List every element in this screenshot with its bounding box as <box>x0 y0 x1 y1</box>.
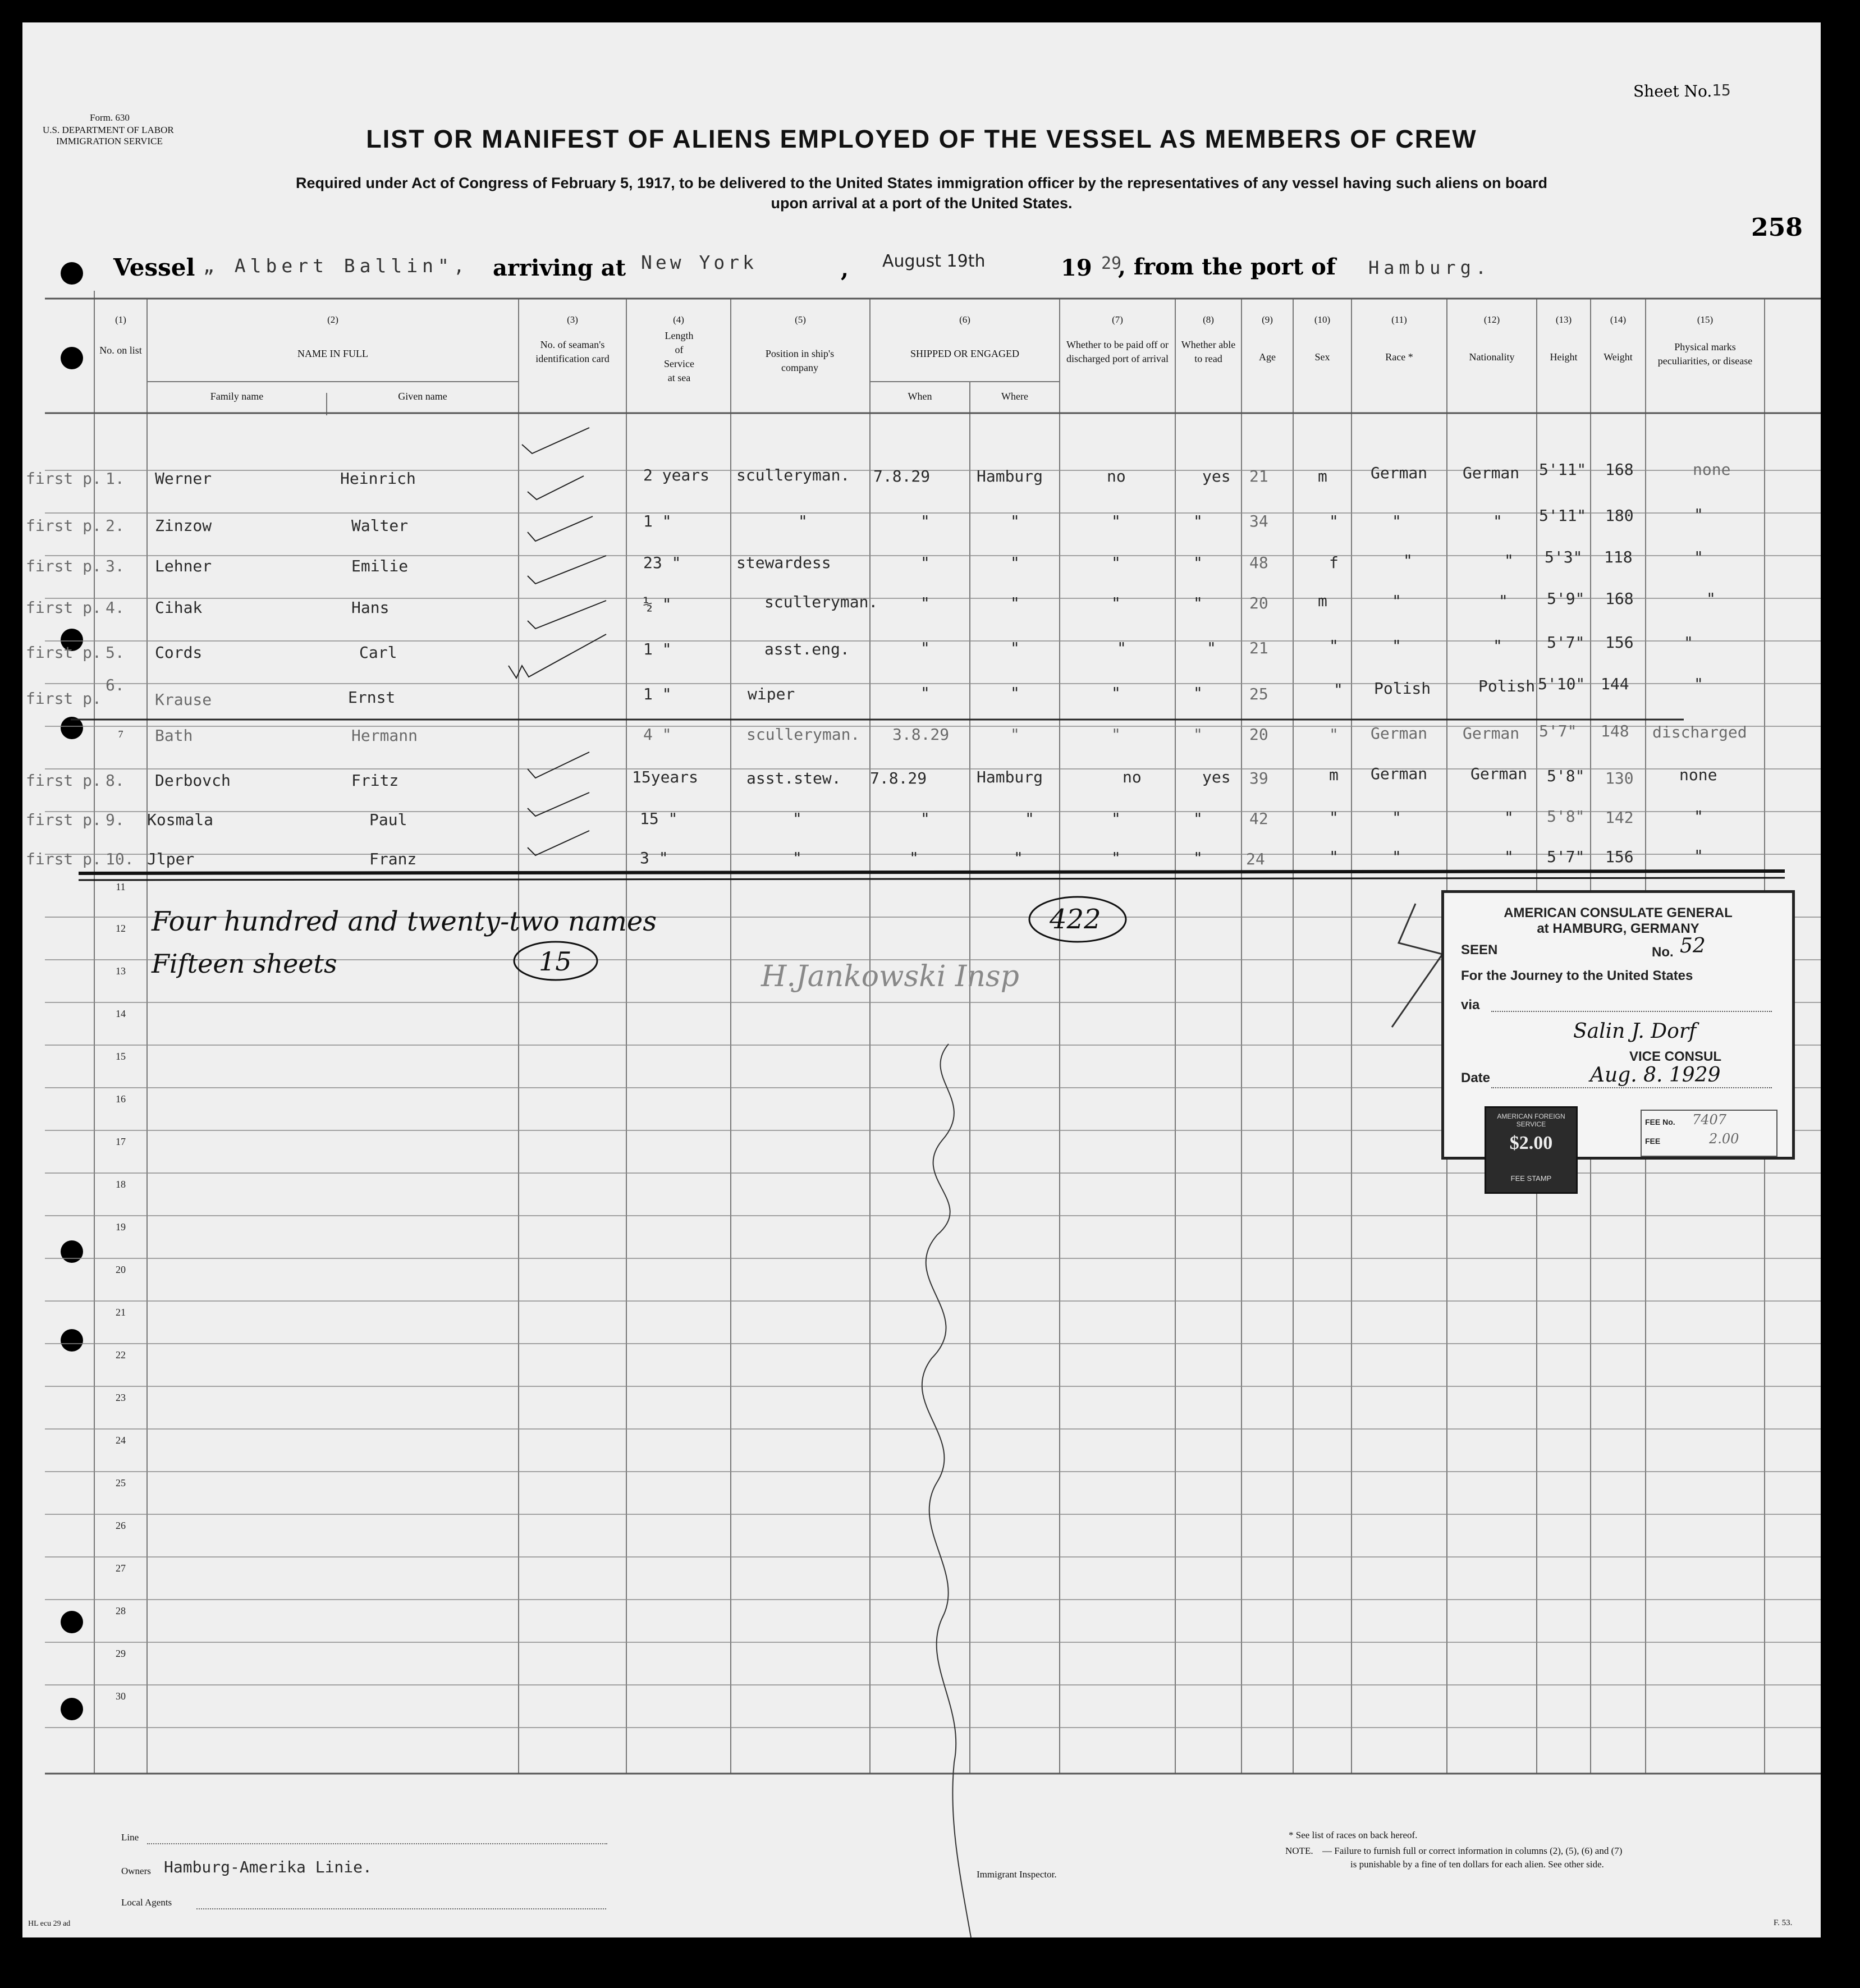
footer-line-label: Line <box>121 1832 139 1843</box>
arrival-date: August 19th <box>882 251 986 271</box>
height: 5'8" <box>1547 767 1585 785</box>
age: 25 <box>1249 685 1268 703</box>
shipped-where: Hamburg <box>977 768 1043 786</box>
position: sculleryman. <box>736 466 850 484</box>
height: 5'7" <box>1547 848 1585 866</box>
year-prefix: 19 <box>1061 255 1092 281</box>
sex: " <box>1334 680 1343 699</box>
paid-off: " <box>1111 684 1121 702</box>
stamp-consul-signature: Salin J. Dorf <box>1573 1020 1697 1043</box>
age: 48 <box>1249 553 1268 572</box>
physical-marks: " <box>1694 505 1703 524</box>
nationality: " <box>1493 512 1502 530</box>
inspector-signature: H.Jankowski Insp <box>761 960 1019 993</box>
given-name: Hans <box>351 598 390 617</box>
handwritten-total-names: Four hundred and twenty-two names <box>152 906 657 937</box>
family-name: Zinzow <box>155 516 212 535</box>
row-number: 20 <box>116 1264 126 1275</box>
footer-agents-label: Local Agents <box>121 1897 172 1908</box>
weight: 148 <box>1601 722 1629 740</box>
shipped-where: " <box>1010 512 1020 530</box>
handwritten-total-sheets-circled: 15 <box>539 946 572 977</box>
col6-when-header: When <box>908 391 932 402</box>
stamp-consulate-line1: AMERICAN CONSULATE GENERAL <box>1504 905 1733 920</box>
weight: 180 <box>1605 506 1634 525</box>
col11-number: (11) <box>1391 314 1407 325</box>
physical-marks: " <box>1694 846 1703 865</box>
note-text1: — Failure to furnish full or correct information in columns (2), (5), (6) and (7) <box>1322 1845 1623 1856</box>
col6-header: SHIPPED OR ENGAGED <box>910 348 1019 359</box>
col1-header: No. on list <box>99 345 142 356</box>
footer-owners-value: Hamburg-Amerika Linie. <box>164 1858 372 1876</box>
col1-number: (1) <box>115 314 126 325</box>
family-name: Bath <box>155 726 193 745</box>
length-of-service: 1 " <box>643 640 672 658</box>
row-prefix: first p. <box>26 557 102 575</box>
able-to-read: " <box>1193 809 1203 828</box>
sex: m <box>1329 766 1339 784</box>
given-name: Carl <box>359 643 397 662</box>
nationality: " <box>1504 551 1514 570</box>
physical-marks: " <box>1694 548 1703 566</box>
row-number: 17 <box>116 1136 126 1147</box>
weight: 144 <box>1601 675 1629 693</box>
paid-off: no <box>1107 467 1126 485</box>
family-name: Cords <box>155 643 203 662</box>
row-number: 15 <box>116 1051 126 1062</box>
col8-number: (8) <box>1203 314 1214 325</box>
able-to-read: " <box>1207 639 1216 657</box>
row-number: 25 <box>116 1477 126 1488</box>
col9-header: Age <box>1259 351 1276 363</box>
sex: " <box>1329 725 1339 744</box>
stamp-no-value: 52 <box>1680 935 1706 958</box>
fee-label: FEE <box>1645 1137 1661 1146</box>
comma: , <box>841 256 849 282</box>
sex: m <box>1318 467 1327 485</box>
col13-header: Height <box>1550 351 1578 363</box>
physical-marks: " <box>1694 807 1703 826</box>
shipped-where: " <box>1010 594 1020 612</box>
row-number: 24 <box>116 1435 126 1446</box>
given-name: Hermann <box>351 726 418 745</box>
length-of-service: 15years <box>632 768 699 786</box>
row-prefix: first p. <box>26 689 102 708</box>
col6-where-header: Where <box>1001 391 1028 402</box>
paid-off: " <box>1111 725 1121 744</box>
age: 20 <box>1249 725 1268 744</box>
position: sculleryman. <box>746 725 860 744</box>
fee-stamp-top: AMERICAN FOREIGN SERVICE <box>1497 1112 1565 1128</box>
row-number: 30 <box>116 1691 126 1702</box>
paid-off: no <box>1123 768 1142 786</box>
position: stewardess <box>736 553 831 572</box>
length-of-service: 15 " <box>640 809 678 828</box>
row-number: 21 <box>116 1307 126 1318</box>
col15-header: Physical marks peculiarities, or disease <box>1657 341 1753 367</box>
col5-number: (5) <box>795 314 806 325</box>
sheet-number-value: 15 <box>1712 81 1731 99</box>
row-number: 11 <box>116 881 126 892</box>
physical-marks: " <box>1706 589 1716 608</box>
race: German <box>1371 464 1428 482</box>
col14-number: (14) <box>1610 314 1627 325</box>
physical-marks: discharged <box>1652 723 1747 741</box>
department-line1: U.S. DEPARTMENT OF LABOR <box>43 125 174 135</box>
length-of-service: ½ " <box>643 595 672 613</box>
fee-no-label: FEE No. <box>1645 1117 1675 1126</box>
sex: " <box>1329 636 1339 655</box>
row-number: 3. <box>106 557 125 575</box>
family-name: Jlper <box>147 850 195 868</box>
row-prefix: first p. <box>26 643 102 662</box>
row-number: 2. <box>106 516 125 535</box>
fee-stamp-amount: $2.00 <box>1509 1133 1553 1153</box>
row-number: 23 <box>116 1392 126 1403</box>
family-name: Lehner <box>155 557 212 575</box>
from-port: Hamburg. <box>1368 257 1491 278</box>
shipped-when: 7.8.29 <box>870 769 927 787</box>
row-number: 9. <box>106 810 125 829</box>
stamp-no-label: No. <box>1652 945 1674 960</box>
sex: " <box>1329 808 1339 827</box>
document-subtitle-line2: upon arrival at a port of the United States. <box>771 195 1073 212</box>
row-number: 13 <box>116 965 126 977</box>
race: " <box>1392 592 1401 610</box>
able-to-read: yes <box>1202 467 1231 485</box>
col11-header: Race * <box>1385 351 1413 363</box>
paid-off: " <box>1117 639 1126 657</box>
length-of-service: 1 " <box>643 512 672 530</box>
row-number: 4. <box>106 598 125 617</box>
given-name: Ernst <box>348 688 396 707</box>
handwritten-total-names-circled: 422 <box>1050 904 1101 935</box>
stamp-consulate-line2: at HAMBURG, GERMANY <box>1537 921 1699 936</box>
sheet-number-label: Sheet No. <box>1633 82 1712 100</box>
height: 5'11" <box>1539 460 1587 479</box>
col2-header: NAME IN FULL <box>297 348 368 359</box>
consulate-stamp <box>1441 890 1795 1183</box>
footer-owners-label: Owners <box>121 1866 151 1876</box>
col2-family-header: Family name <box>210 391 264 402</box>
age: 20 <box>1249 594 1268 612</box>
shipped-where: " <box>1014 849 1023 867</box>
weight: 118 <box>1604 548 1633 566</box>
stamp-via-line <box>1491 1011 1772 1012</box>
shipped-when: " <box>920 553 930 572</box>
shipped-when: " <box>920 809 930 828</box>
able-to-read: yes <box>1202 768 1231 786</box>
weight: 142 <box>1605 808 1634 827</box>
race: German <box>1371 764 1428 783</box>
given-name: Paul <box>369 810 407 829</box>
row-prefix: first p. <box>26 469 102 488</box>
nationality: German <box>1463 464 1520 482</box>
row-number: 19 <box>116 1221 126 1233</box>
physical-marks: " <box>1694 675 1703 693</box>
stamp-vice-consul: VICE CONSUL <box>1629 1049 1722 1064</box>
physical-marks: none <box>1693 460 1731 479</box>
height: 5'9" <box>1547 589 1585 608</box>
weight: 156 <box>1605 848 1634 866</box>
race: " <box>1403 551 1413 570</box>
row-prefix: first p. <box>26 850 102 868</box>
col2-given-header: Given name <box>398 391 447 402</box>
row-prefix: first p. <box>26 810 102 829</box>
document-subtitle-line1: Required under Act of Congress of February 5, 1917, to be delivered to the United States immigration officer by the representatives of any vessel having such aliens on board <box>295 175 1548 191</box>
row-number: 28 <box>116 1605 126 1616</box>
shipped-when: " <box>920 594 930 612</box>
length-of-service: 3 " <box>640 849 668 867</box>
race: " <box>1392 848 1401 866</box>
fee-stamp <box>1485 1106 1578 1194</box>
able-to-read: " <box>1193 725 1203 744</box>
note-text2: is punishable by a fine of ten dollars for each alien. See other side. <box>1350 1859 1604 1870</box>
col4-number: (4) <box>673 314 684 325</box>
vessel-name: „ Albert Ballin", <box>203 255 469 277</box>
shipped-when: 7.8.29 <box>873 467 931 485</box>
inspector-label: Immigrant Inspector. <box>977 1869 1057 1880</box>
footer-line-rule <box>147 1843 607 1844</box>
vessel-label: Vessel <box>113 254 195 281</box>
col7-number: (7) <box>1112 314 1123 325</box>
stamp-date-label: Date <box>1461 1070 1491 1085</box>
note-label: NOTE. <box>1285 1845 1313 1856</box>
nationality: German <box>1470 764 1528 783</box>
family-name: Derbovch <box>155 771 231 790</box>
stamp-seen-label: SEEN <box>1461 942 1498 958</box>
age: 42 <box>1249 809 1268 828</box>
row-number: 8. <box>106 771 125 790</box>
age: 24 <box>1246 850 1265 868</box>
fee-no-value: 7407 <box>1692 1112 1727 1128</box>
race: German <box>1371 724 1428 743</box>
row-number: 18 <box>116 1179 126 1190</box>
able-to-read: " <box>1193 684 1203 702</box>
print-code: HL ecu 29 ad <box>28 1920 71 1928</box>
height: 5'7" <box>1547 633 1585 652</box>
race: " <box>1392 636 1401 655</box>
row-prefix: first p. <box>26 516 102 535</box>
race: " <box>1392 512 1401 530</box>
stamp-date-line <box>1491 1087 1772 1088</box>
row-number: 16 <box>116 1093 126 1105</box>
department-line2: IMMIGRATION SERVICE <box>56 136 163 146</box>
sex: m <box>1318 592 1327 610</box>
position: asst.eng. <box>764 640 850 658</box>
given-name: Walter <box>351 516 409 535</box>
position: sculleryman. <box>764 593 878 611</box>
paid-off: " <box>1111 809 1121 828</box>
length-of-service: 4 " <box>643 725 672 744</box>
col12-number: (12) <box>1483 314 1500 325</box>
handwritten-total-sheets: Fifteen sheets <box>152 949 337 979</box>
weight: 130 <box>1605 769 1634 787</box>
col10-header: Sex <box>1314 351 1330 363</box>
col2-number: (2) <box>327 314 338 325</box>
paid-off: " <box>1111 849 1121 867</box>
given-name: Franz <box>369 850 417 868</box>
family-name: Werner <box>155 469 212 488</box>
col8-header: Whether able to read <box>1181 339 1236 364</box>
position: wiper <box>748 685 795 703</box>
nationality: Polish <box>1478 677 1536 695</box>
shipped-where: " <box>1010 639 1020 657</box>
paid-off: " <box>1111 512 1121 530</box>
height: 5'3" <box>1545 548 1583 566</box>
nationality: " <box>1499 592 1508 610</box>
able-to-read: " <box>1193 594 1203 612</box>
physical-marks: " <box>1684 633 1693 652</box>
manifest-sheet <box>22 22 1821 1937</box>
col3-number: (3) <box>567 314 578 325</box>
row-number: 5. <box>106 643 125 662</box>
sex: f <box>1329 553 1339 572</box>
family-name: Krause <box>155 690 212 709</box>
weight: 168 <box>1605 460 1634 479</box>
nationality: " <box>1493 636 1502 655</box>
col13-number: (13) <box>1555 314 1572 325</box>
fee-value: 2.00 <box>1709 1131 1739 1147</box>
shipped-where: Hamburg <box>977 467 1043 485</box>
row-number: 26 <box>116 1520 126 1531</box>
shipped-where: " <box>1010 725 1020 744</box>
length-of-service: 1 " <box>643 685 672 703</box>
sex: " <box>1329 848 1339 866</box>
physical-marks: none <box>1679 766 1717 784</box>
col10-number: (10) <box>1314 314 1331 325</box>
able-to-read: " <box>1193 553 1203 572</box>
form-number: Form. 630 <box>90 112 130 123</box>
row-number: 7 <box>118 729 123 740</box>
row-number: 22 <box>116 1349 126 1361</box>
position: " <box>792 809 802 828</box>
stamp-date-value: Aug. 8. 1929 <box>1590 1064 1721 1087</box>
shipped-where: " <box>1010 684 1020 702</box>
stamp-via-label: via <box>1461 997 1480 1013</box>
from-port-label: , from the port of <box>1118 254 1336 280</box>
note-races: * See list of races on back hereof. <box>1289 1830 1418 1840</box>
footer-agents-rule <box>196 1908 606 1909</box>
given-name: Emilie <box>351 557 409 575</box>
col14-header: Weight <box>1604 351 1633 363</box>
document-title: LIST OR MANIFEST OF ALIENS EMPLOYED OF THE VESSEL AS MEMBERS OF CREW <box>366 125 1477 153</box>
col4-header: Length of Service at sea <box>664 330 694 383</box>
weight: 168 <box>1605 589 1634 608</box>
race: Polish <box>1374 679 1431 698</box>
shipped-when: " <box>909 849 919 867</box>
shipped-when: 3.8.29 <box>892 725 950 744</box>
race: " <box>1392 808 1401 827</box>
family-name: Cihak <box>155 598 203 617</box>
age: 39 <box>1249 769 1268 787</box>
shipped-where: " <box>1010 553 1020 572</box>
row-number: 12 <box>116 923 126 934</box>
age: 21 <box>1249 639 1268 657</box>
nationality: German <box>1463 724 1520 743</box>
able-to-read: " <box>1193 849 1203 867</box>
row-number: 1. <box>106 469 125 488</box>
col3-header: No. of seaman's identification card <box>535 339 610 364</box>
shipped-when: " <box>920 512 930 530</box>
shipped-when: " <box>920 684 930 702</box>
height: 5'10" <box>1538 675 1586 693</box>
stamp-journey: For the Journey to the United States <box>1461 968 1693 983</box>
height: 5'11" <box>1539 506 1587 525</box>
row-prefix: first p. <box>26 598 102 617</box>
page-code: F. 53. <box>1774 1918 1793 1927</box>
nationality: " <box>1504 848 1514 866</box>
col9-number: (9) <box>1262 314 1273 325</box>
col12-header: Nationality <box>1469 351 1515 363</box>
row-prefix: first p. <box>26 771 102 790</box>
weight: 156 <box>1605 633 1634 652</box>
able-to-read: " <box>1193 512 1203 530</box>
col5-header: Position in ship's company <box>765 348 835 373</box>
row-number: 29 <box>116 1648 126 1659</box>
row-number: 27 <box>116 1563 126 1574</box>
shipped-where: " <box>1025 809 1034 828</box>
arriving-label: arriving at <box>493 255 626 281</box>
position: asst.stew. <box>746 769 841 787</box>
paid-off: " <box>1111 594 1121 612</box>
sex: " <box>1329 512 1339 530</box>
height: 5'8" <box>1547 807 1585 826</box>
family-name: Kosmala <box>147 810 214 829</box>
col7-header: Whether to be paid off or discharged port of arrival <box>1066 339 1169 364</box>
position: " <box>792 849 802 867</box>
length-of-service: 2 years <box>643 466 710 484</box>
fee-box <box>1641 1110 1777 1157</box>
fee-stamp-bottom: FEE STAMP <box>1510 1174 1552 1183</box>
paid-off: " <box>1111 553 1121 572</box>
height: 5'7" <box>1539 722 1577 740</box>
col6-number: (6) <box>959 314 970 325</box>
given-name: Fritz <box>351 771 399 790</box>
row-number: 14 <box>116 1008 126 1019</box>
age: 21 <box>1249 467 1268 485</box>
position: " <box>798 512 808 530</box>
page-number: 258 <box>1751 213 1803 242</box>
shipped-when: " <box>920 639 930 657</box>
arriving-port: New York <box>641 251 757 273</box>
row-number: 6. <box>106 676 125 694</box>
given-name: Heinrich <box>340 469 416 488</box>
nationality: " <box>1504 808 1514 827</box>
year-suffix: 29 <box>1101 254 1122 273</box>
age: 34 <box>1249 512 1268 530</box>
length-of-service: 23 " <box>643 553 681 572</box>
col15-number: (15) <box>1697 314 1714 325</box>
row-number: 10. <box>106 850 134 868</box>
